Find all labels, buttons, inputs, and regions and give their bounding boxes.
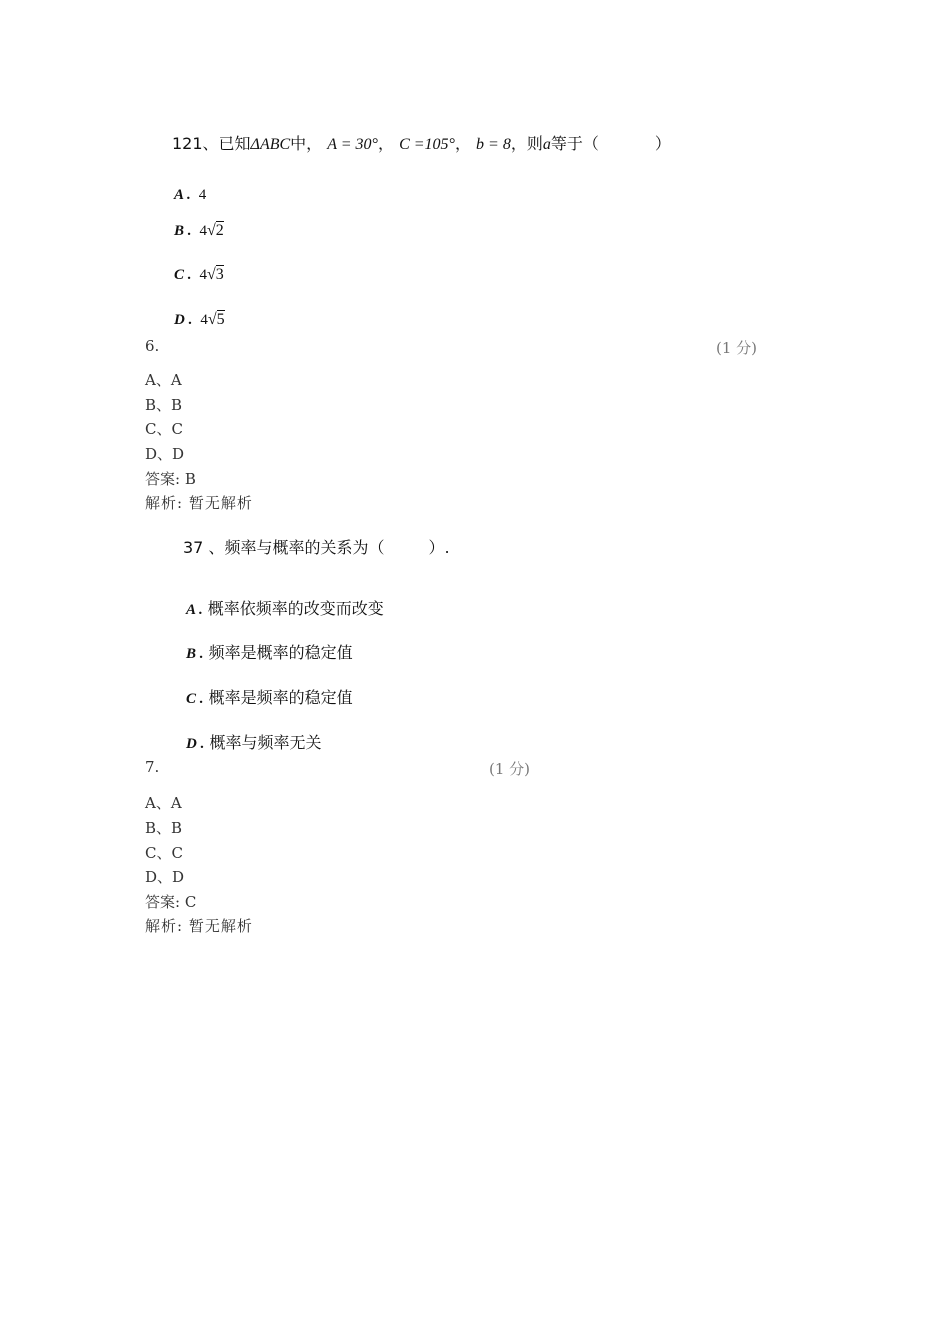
sqrt-icon: √ xyxy=(207,266,216,283)
question-6-stem: 121、已知ΔABC中， A = 30°， C =105°， b = 8，则a等于（ ） xyxy=(172,134,671,153)
question-number: 6. xyxy=(145,337,160,355)
choice-a[interactable]: A、A xyxy=(145,794,182,812)
answer: 答案: C xyxy=(145,893,197,911)
choice-c[interactable]: C、C xyxy=(145,420,183,438)
choice-b[interactable]: B、B xyxy=(145,396,183,414)
choice-d[interactable]: D、D xyxy=(145,445,185,463)
question-number: 7. xyxy=(145,758,160,776)
question-6-image-option-b: B . 4√2 xyxy=(174,222,224,239)
question-7-stem: 37 、频率与概率的关系为（ ）. xyxy=(183,538,450,557)
answer: 答案: B xyxy=(145,470,196,488)
question-7-image-option-d: D . 概率与频率无关 xyxy=(186,733,322,752)
choice-d[interactable]: D、D xyxy=(145,868,185,886)
choice-a[interactable]: A、A xyxy=(145,371,182,389)
question-6-image-option-a: A . 4 xyxy=(174,187,207,203)
choice-c[interactable]: C、C xyxy=(145,844,183,862)
question-7-image-option-b: B . 频率是概率的稳定值 xyxy=(186,643,353,662)
question-7-image-option-c: C . 概率是频率的稳定值 xyxy=(186,688,353,707)
question-6-image-option-c: C . 4√3 xyxy=(174,266,224,283)
question-score: (1 分) xyxy=(716,339,758,357)
question-7-image-option-a: A . 概率依频率的改变而改变 xyxy=(186,599,384,618)
question-6-image-option-d: D . 4√5 xyxy=(174,311,225,328)
analysis: 解析: 暂无解析 xyxy=(145,494,253,512)
question-score: (1 分) xyxy=(489,760,531,778)
analysis: 解析: 暂无解析 xyxy=(145,917,253,935)
sqrt-icon: √ xyxy=(207,311,217,328)
sqrt-icon: √ xyxy=(207,222,216,239)
choice-b[interactable]: B、B xyxy=(145,819,183,837)
